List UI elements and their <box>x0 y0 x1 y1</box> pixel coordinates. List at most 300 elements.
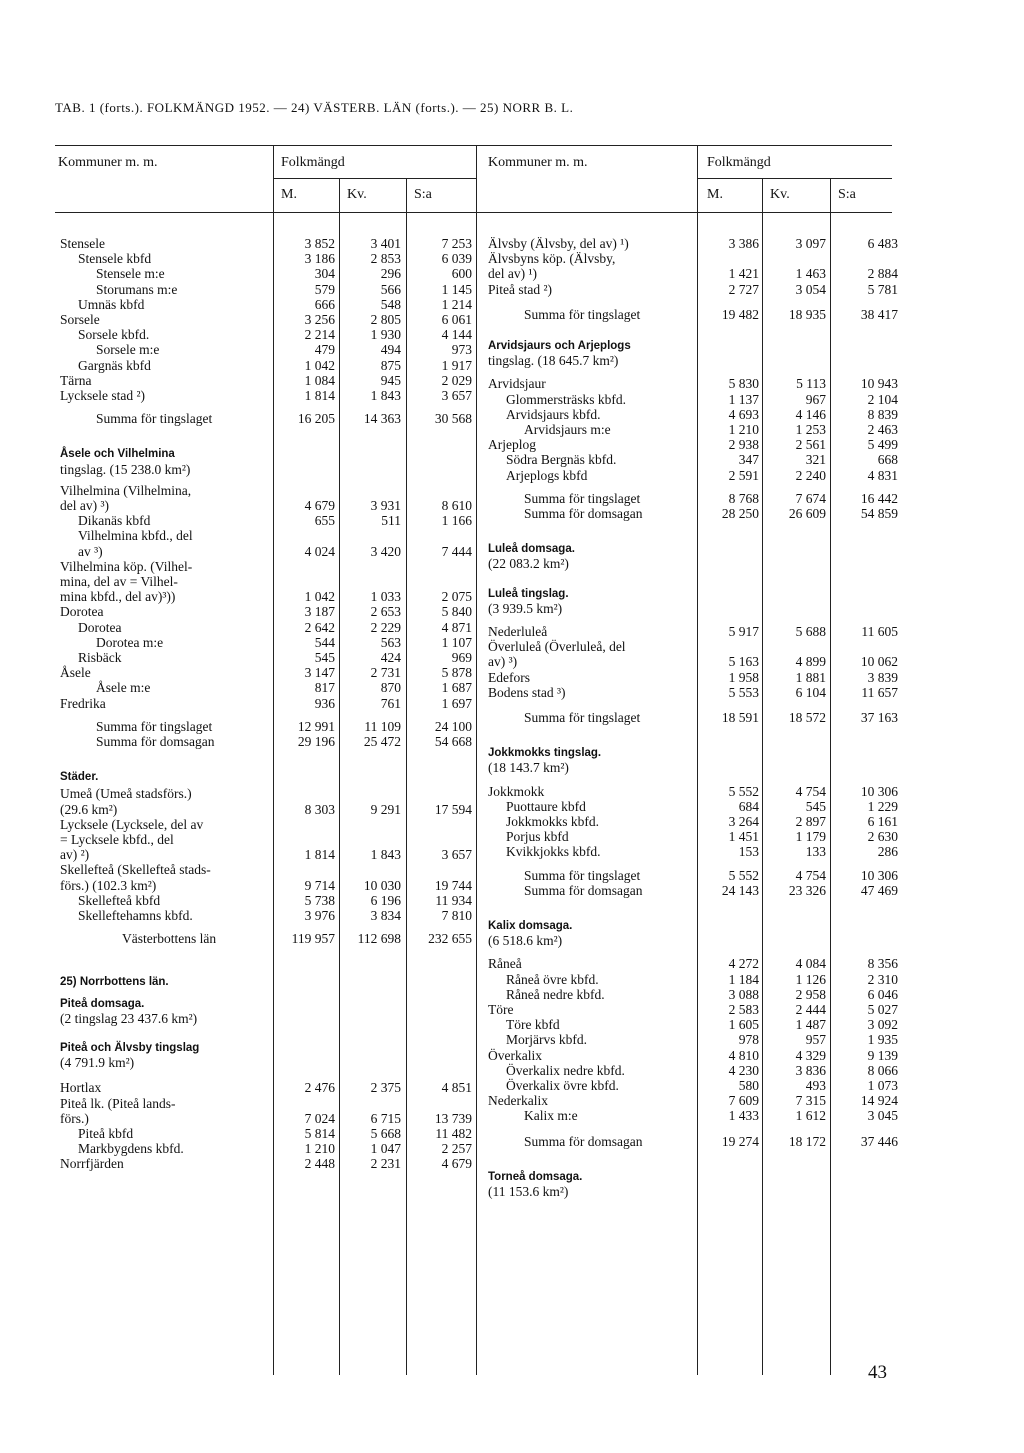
cell-kv: 4 754 <box>795 783 826 799</box>
cell-m: 2 448 <box>304 1156 335 1172</box>
row-label: (2 tingslag 23 437.6 km²) <box>60 1010 198 1026</box>
cell-sa: 11 482 <box>435 1126 472 1141</box>
row-label: Storumans m:e <box>96 281 178 297</box>
cell-sa: 1 107 <box>441 634 472 650</box>
cell-m: 4 679 <box>304 498 335 513</box>
row-label: Åsele m:e <box>96 680 151 696</box>
cell-sa: 1 229 <box>867 798 898 814</box>
row-label: Fredrika <box>60 695 106 711</box>
row-label: Arvidsjaur <box>488 376 546 392</box>
row-label: Nederluleå <box>488 624 548 639</box>
cell-m: 4 272 <box>728 956 759 972</box>
cell-kv: 1 047 <box>370 1141 401 1157</box>
cell-sa: 1 935 <box>867 1032 898 1048</box>
cell-m: 347 <box>738 452 759 468</box>
cell-sa: 3 839 <box>867 669 898 685</box>
cell-sa: 37 446 <box>860 1133 898 1149</box>
vrule <box>830 178 831 1375</box>
cell-kv: 870 <box>380 680 401 696</box>
row-label: Töre kbfd <box>506 1017 560 1033</box>
row-label: Töre <box>488 1002 514 1017</box>
row-label: Råneå nedre kbfd. <box>506 986 605 1002</box>
cell-m: 580 <box>738 1078 759 1093</box>
row-label: Markbygdens kbfd. <box>78 1141 184 1157</box>
cell-m: 1 451 <box>728 829 759 845</box>
cell-m: 16 205 <box>297 411 335 427</box>
cell-kv: 6 104 <box>795 684 826 700</box>
cell-m: 544 <box>314 634 335 650</box>
cell-sa: 5 027 <box>867 1002 898 1017</box>
row-label: av ³) <box>78 543 103 559</box>
row-label: Hortlax <box>60 1080 102 1096</box>
row-label: Umnäs kbfd <box>78 296 145 312</box>
cell-m: 2 214 <box>304 327 335 343</box>
row-label: Skellefteå kbfd <box>78 892 161 908</box>
cell-kv: 23 326 <box>788 882 826 898</box>
vrule <box>406 178 407 1375</box>
cell-kv: 112 698 <box>357 931 401 947</box>
row-label: Risbäck <box>78 650 122 665</box>
cell-m: 2 938 <box>728 437 759 453</box>
cell-m: 3 186 <box>304 251 335 267</box>
cell-kv: 2 653 <box>370 604 401 620</box>
row-label: Södra Bergnäs kbfd. <box>506 452 617 468</box>
cell-m: 12 991 <box>297 718 335 734</box>
row-label: Edefors <box>488 669 530 685</box>
cell-kv: 10 030 <box>363 877 401 893</box>
cell-m: 28 250 <box>721 506 759 521</box>
section-heading: Jokkmokks tingslag. <box>488 747 602 760</box>
cell-sa: 286 <box>877 844 898 860</box>
row-label: (22 083.2 km²) <box>488 556 569 572</box>
cell-kv: 9 291 <box>370 801 401 817</box>
cell-kv: 3 931 <box>370 498 401 513</box>
cell-m: 19 274 <box>721 1133 759 1149</box>
cell-kv: 2 561 <box>795 437 826 453</box>
row-label: Dorotea <box>78 619 122 635</box>
cell-kv: 2 897 <box>795 814 826 829</box>
cell-kv: 4 084 <box>795 956 826 972</box>
row-label: Dorotea m:e <box>96 634 164 650</box>
cell-sa: 38 417 <box>860 306 898 322</box>
cell-kv: 1 930 <box>370 327 401 343</box>
row-label: Piteå lk. (Piteå lands- <box>60 1095 176 1111</box>
cell-kv: 3 420 <box>370 543 401 559</box>
cell-sa: 668 <box>877 452 898 468</box>
cell-kv: 26 609 <box>788 506 826 521</box>
vrule <box>273 145 274 1375</box>
cell-kv: 2 958 <box>795 986 826 1002</box>
row-label: = Lycksele kbfd., del <box>60 832 174 847</box>
cell-sa: 4 831 <box>867 467 898 483</box>
cell-sa: 6 061 <box>441 312 472 327</box>
row-label: förs.) <box>60 1110 89 1126</box>
row-label: Vilhelmina (Vilhelmina, <box>60 482 192 498</box>
row-label: Bodens stad ³) <box>488 684 566 700</box>
row-label: Överkalix <box>488 1047 542 1063</box>
cell-kv: 18 172 <box>788 1133 826 1149</box>
cell-kv: 6 196 <box>370 892 401 908</box>
col-sa-left: S:a <box>414 187 432 202</box>
cell-kv: 1 487 <box>795 1017 826 1033</box>
row-label: mina kbfd., del av)³)) <box>60 589 176 605</box>
cell-sa: 3 657 <box>441 388 472 403</box>
cell-m: 1 958 <box>728 669 759 685</box>
row-label: (18 143.7 km²) <box>488 760 569 776</box>
table-header-title: TAB. 1 (forts.). FOLKMÄNGD 1952. — 24) VÄSTERB. LÄN (forts.). — 25) NORR B. L. <box>55 100 574 115</box>
row-label: Arvidsjaurs m:e <box>524 422 611 437</box>
cell-m: 2 642 <box>304 619 335 635</box>
cell-m: 1 137 <box>728 391 759 407</box>
cell-kv: 133 <box>805 844 826 860</box>
cell-sa: 2 029 <box>441 372 472 388</box>
cell-sa: 8 610 <box>441 498 472 513</box>
row-label: Puottaure kbfd <box>506 798 586 814</box>
row-label: Morjärvs kbfd. <box>506 1032 587 1048</box>
vrule <box>339 178 340 1375</box>
cell-sa: 1 166 <box>441 513 472 529</box>
cell-m: 5 830 <box>728 376 759 392</box>
cell-m: 3 976 <box>304 908 335 923</box>
cell-kv: 14 363 <box>363 411 401 427</box>
row-label: Överluleå (Överluleå, del <box>488 639 626 655</box>
cell-sa: 2 104 <box>867 391 898 407</box>
cell-m: 3 264 <box>728 814 759 829</box>
row-label: Sorsele <box>60 312 100 327</box>
cell-m: 4 810 <box>728 1047 759 1063</box>
cell-sa: 54 668 <box>434 734 472 749</box>
row-label: Sorsele m:e <box>96 342 160 358</box>
cell-sa: 969 <box>451 650 472 665</box>
row-label: Råneå <box>488 956 522 972</box>
cell-m: 2 727 <box>728 281 759 297</box>
cell-kv: 1 126 <box>795 971 826 987</box>
cell-sa: 3 045 <box>867 1108 898 1124</box>
cell-sa: 16 442 <box>860 490 898 506</box>
cell-sa: 13 739 <box>434 1110 472 1126</box>
row-label: Umeå (Umeå stadsförs.) <box>60 786 192 802</box>
cell-kv: 2 731 <box>370 665 401 681</box>
cell-m: 3 386 <box>728 236 759 251</box>
cell-kv: 1 881 <box>795 669 826 685</box>
row-label: Piteå kbfd <box>78 1126 134 1141</box>
cell-sa: 3 657 <box>441 847 472 863</box>
row-label: Jokkmokks kbfd. <box>506 814 600 829</box>
row-label: Kalix m:e <box>524 1108 578 1124</box>
cell-kv: 424 <box>380 650 401 665</box>
cell-kv: 548 <box>380 296 401 312</box>
cell-m: 3 256 <box>304 312 335 327</box>
cell-sa: 5 499 <box>867 437 898 453</box>
cell-kv: 1 463 <box>795 266 826 282</box>
cell-sa: 1 145 <box>441 281 472 297</box>
section-heading: Kalix domsaga. <box>488 920 573 932</box>
cell-kv: 2 444 <box>795 1002 826 1017</box>
cell-m: 1 042 <box>304 357 335 373</box>
cell-kv: 6 715 <box>370 1110 401 1126</box>
cell-m: 5 552 <box>728 867 759 883</box>
vrule <box>476 145 477 1375</box>
cell-m: 5 163 <box>728 654 759 670</box>
cell-kv: 5 668 <box>370 1126 401 1141</box>
cell-kv: 4 899 <box>795 654 826 670</box>
vrule <box>762 178 763 1375</box>
cell-m: 5 917 <box>728 624 759 639</box>
row-label: Porjus kbfd <box>506 829 569 845</box>
cell-sa: 8 356 <box>867 956 898 972</box>
cell-kv: 296 <box>380 266 401 282</box>
row-label: Älvsbyns köp. (Älvsby, <box>488 251 616 267</box>
cell-kv: 3 097 <box>795 236 826 251</box>
cell-m: 29 196 <box>297 734 335 749</box>
row-label: Vilhelmina köp. (Vilhel- <box>60 558 193 574</box>
row-label: Arjeplogs kbfd <box>506 467 588 483</box>
row-label: Glommersträsks kbfd. <box>506 391 626 407</box>
row-label: Lycksele (Lycksele, del av <box>60 816 204 832</box>
cell-sa: 10 943 <box>860 376 898 392</box>
cell-kv: 761 <box>380 695 401 711</box>
cell-kv: 957 <box>805 1032 826 1048</box>
cell-m: 1 184 <box>728 971 759 987</box>
cell-sa: 7 253 <box>441 236 472 251</box>
row-label: Summa för tingslaget <box>96 718 213 734</box>
row-label: Arjeplog <box>488 437 536 453</box>
cell-sa: 7 444 <box>441 543 472 559</box>
row-label: Dorotea <box>60 604 104 620</box>
cell-sa: 4 144 <box>441 327 472 343</box>
cell-kv: 4 146 <box>795 406 826 422</box>
cell-m: 1 084 <box>304 372 335 388</box>
row-label: Gargnäs kbfd <box>78 357 151 373</box>
cell-kv: 2 853 <box>370 251 401 267</box>
row-label: Summa för domsagan <box>524 1133 643 1149</box>
row-label: Summa för tingslaget <box>524 710 641 725</box>
cell-sa: 3 092 <box>867 1017 898 1033</box>
row-label: Summa för domsagan <box>524 506 643 521</box>
cell-m: 4 693 <box>728 406 759 422</box>
col-kommuner-right: Kommuner m. m. <box>488 155 588 170</box>
cell-m: 1 210 <box>728 422 759 437</box>
cell-m: 1 814 <box>304 388 335 403</box>
cell-kv: 11 109 <box>364 718 401 734</box>
cell-sa: 19 744 <box>434 877 472 893</box>
page-number: 43 <box>868 1362 887 1383</box>
cell-kv: 3 834 <box>370 908 401 923</box>
cell-m: 4 024 <box>304 543 335 559</box>
cell-kv: 2 805 <box>370 312 401 327</box>
col-folkmangd-right: Folkmängd <box>707 155 771 170</box>
cell-sa: 6 046 <box>867 986 898 1002</box>
cell-kv: 7 315 <box>795 1093 826 1109</box>
cell-m: 1 814 <box>304 847 335 863</box>
cell-m: 936 <box>314 695 335 711</box>
row-label: Piteå stad ²) <box>488 281 553 297</box>
cell-kv: 2 240 <box>795 467 826 483</box>
cell-kv: 2 231 <box>370 1156 401 1172</box>
row-label: Åsele <box>60 665 91 681</box>
cell-sa: 11 657 <box>861 684 898 700</box>
row-label: Vilhelmina kbfd., del <box>78 528 193 544</box>
cell-kv: 875 <box>380 357 401 373</box>
cell-sa: 1 697 <box>441 695 472 711</box>
cell-sa: 8 839 <box>867 406 898 422</box>
cell-m: 2 583 <box>728 1002 759 1017</box>
cell-m: 8 303 <box>304 801 335 817</box>
section-heading: Åsele och Vilhelmina <box>60 448 175 461</box>
row-label: Sorsele kbfd. <box>78 327 150 343</box>
cell-sa: 10 306 <box>860 867 898 883</box>
section-heading: Städer. <box>60 771 99 784</box>
cell-m: 3 852 <box>304 236 335 251</box>
cell-m: 3 147 <box>304 665 335 681</box>
cell-m: 545 <box>314 650 335 665</box>
row-label: Stensele kbfd <box>78 251 152 267</box>
cell-kv: 321 <box>805 452 826 468</box>
cell-m: 1 042 <box>304 589 335 605</box>
cell-kv: 2 375 <box>370 1080 401 1096</box>
cell-sa: 1 917 <box>441 357 472 373</box>
cell-sa: 30 568 <box>434 411 472 427</box>
cell-sa: 47 469 <box>860 882 898 898</box>
cell-sa: 24 100 <box>434 718 472 734</box>
section-heading: Arvidsjaurs och Arjeplogs <box>488 340 631 352</box>
cell-sa: 973 <box>451 342 472 358</box>
col-m-left: M. <box>281 187 297 202</box>
cell-sa: 2 310 <box>867 971 898 987</box>
row-label: Summa för tingslaget <box>96 411 213 427</box>
cell-sa: 5 840 <box>441 604 472 620</box>
cell-kv: 1 843 <box>370 388 401 403</box>
row-label: förs.) (102.3 km²) <box>60 877 157 893</box>
vrule <box>697 145 698 1375</box>
header-bottom-rule <box>55 212 892 213</box>
cell-sa: 2 884 <box>867 266 898 282</box>
cell-m: 817 <box>314 680 335 696</box>
cell-kv: 566 <box>380 281 401 297</box>
row-label: av) ³) <box>488 654 518 670</box>
cell-sa: 2 630 <box>867 829 898 845</box>
cell-kv: 5 688 <box>795 624 826 639</box>
cell-m: 5 738 <box>304 892 335 908</box>
cell-kv: 5 113 <box>796 376 826 392</box>
cell-sa: 6 483 <box>867 236 898 251</box>
row-label: Jokkmokk <box>488 783 545 799</box>
row-label: Älvsby (Älvsby, del av) ¹) <box>488 236 629 251</box>
row-label: Överkalix nedre kbfd. <box>506 1062 625 1078</box>
section-heading: Piteå domsaga. <box>60 997 145 1010</box>
cell-sa: 6 039 <box>441 251 472 267</box>
row-label: (11 153.6 km²) <box>488 1184 569 1199</box>
row-label: Norrfjärden <box>60 1156 124 1172</box>
cell-sa: 1 073 <box>867 1078 898 1093</box>
cell-sa: 2 075 <box>441 589 472 605</box>
row-label: Summa för tingslaget <box>524 490 641 506</box>
cell-m: 3 187 <box>304 604 335 620</box>
section-heading: Piteå och Älvsby tingslag <box>60 1042 200 1054</box>
row-label: Summa för tingslaget <box>524 867 641 883</box>
cell-m: 1 433 <box>728 1108 759 1124</box>
folkmangd-rule-left <box>273 178 476 179</box>
cell-sa: 1 214 <box>441 296 472 312</box>
row-label: mina, del av = Vilhel- <box>60 574 178 589</box>
cell-kv: 4 754 <box>795 867 826 883</box>
row-label: Överkalix övre kbfd. <box>506 1078 619 1093</box>
cell-m: 684 <box>738 798 759 814</box>
row-label: Dikanäs kbfd <box>78 513 151 529</box>
cell-kv: 1 179 <box>795 829 826 845</box>
cell-m: 1 210 <box>304 1141 335 1157</box>
cell-kv: 1 612 <box>795 1108 826 1124</box>
cell-m: 2 476 <box>304 1080 335 1096</box>
cell-m: 655 <box>314 513 335 529</box>
cell-kv: 18 935 <box>788 306 826 322</box>
cell-m: 1 605 <box>728 1017 759 1033</box>
cell-m: 153 <box>738 844 759 860</box>
row-label: (4 791.9 km²) <box>60 1055 135 1071</box>
cell-kv: 4 329 <box>795 1047 826 1063</box>
cell-kv: 545 <box>805 798 826 814</box>
cell-sa: 6 161 <box>867 814 898 829</box>
cell-m: 2 591 <box>728 467 759 483</box>
row-label: Skelleftehamns kbfd. <box>78 908 193 923</box>
cell-m: 5 553 <box>728 684 759 700</box>
cell-m: 978 <box>738 1032 759 1048</box>
folkmangd-rule-right <box>697 178 892 179</box>
cell-kv: 563 <box>380 634 401 650</box>
cell-kv: 967 <box>805 391 826 407</box>
cell-kv: 511 <box>381 513 401 529</box>
cell-sa: 11 605 <box>861 624 898 639</box>
cell-sa: 4 679 <box>441 1156 472 1172</box>
row-label: del av) ³) <box>60 498 110 513</box>
cell-m: 18 591 <box>721 710 759 725</box>
cell-kv: 1 033 <box>370 589 401 605</box>
cell-kv: 1 843 <box>370 847 401 863</box>
section-heading: Torneå domsaga. <box>488 1170 583 1183</box>
row-label: Kvikkjokks kbfd. <box>506 844 601 860</box>
cell-sa: 5 781 <box>867 281 898 297</box>
cell-sa: 600 <box>451 266 472 282</box>
section-heading: Luleå domsaga. <box>488 543 575 556</box>
cell-m: 1 421 <box>728 266 759 282</box>
cell-m: 304 <box>314 266 335 282</box>
cell-kv: 493 <box>805 1078 826 1093</box>
cell-sa: 9 139 <box>867 1047 898 1063</box>
row-label: Tärna <box>60 372 92 388</box>
cell-sa: 17 594 <box>434 801 472 817</box>
row-label: Arvidsjaurs kbfd. <box>506 406 601 422</box>
row-label: (6 518.6 km²) <box>488 933 563 949</box>
cell-kv: 1 253 <box>795 422 826 437</box>
col-kv-left: Kv. <box>347 187 367 202</box>
cell-sa: 5 878 <box>441 665 472 681</box>
cell-m: 24 143 <box>721 882 759 898</box>
cell-m: 3 088 <box>728 986 759 1002</box>
cell-sa: 2 257 <box>441 1141 472 1157</box>
cell-m: 479 <box>314 342 335 358</box>
cell-kv: 3 401 <box>370 236 401 251</box>
cell-m: 119 957 <box>291 931 335 947</box>
col-kv-right: Kv. <box>770 187 790 202</box>
cell-sa: 14 924 <box>860 1093 898 1109</box>
row-label: Summa för tingslaget <box>524 306 641 322</box>
col-kommuner-left: Kommuner m. m. <box>58 155 158 170</box>
row-label: Skellefteå (Skellefteå stads- <box>60 862 211 878</box>
cell-kv: 3 836 <box>795 1062 826 1078</box>
cell-m: 5 552 <box>728 783 759 799</box>
cell-sa: 37 163 <box>860 710 898 725</box>
row-label: Råneå övre kbfd. <box>506 971 599 987</box>
